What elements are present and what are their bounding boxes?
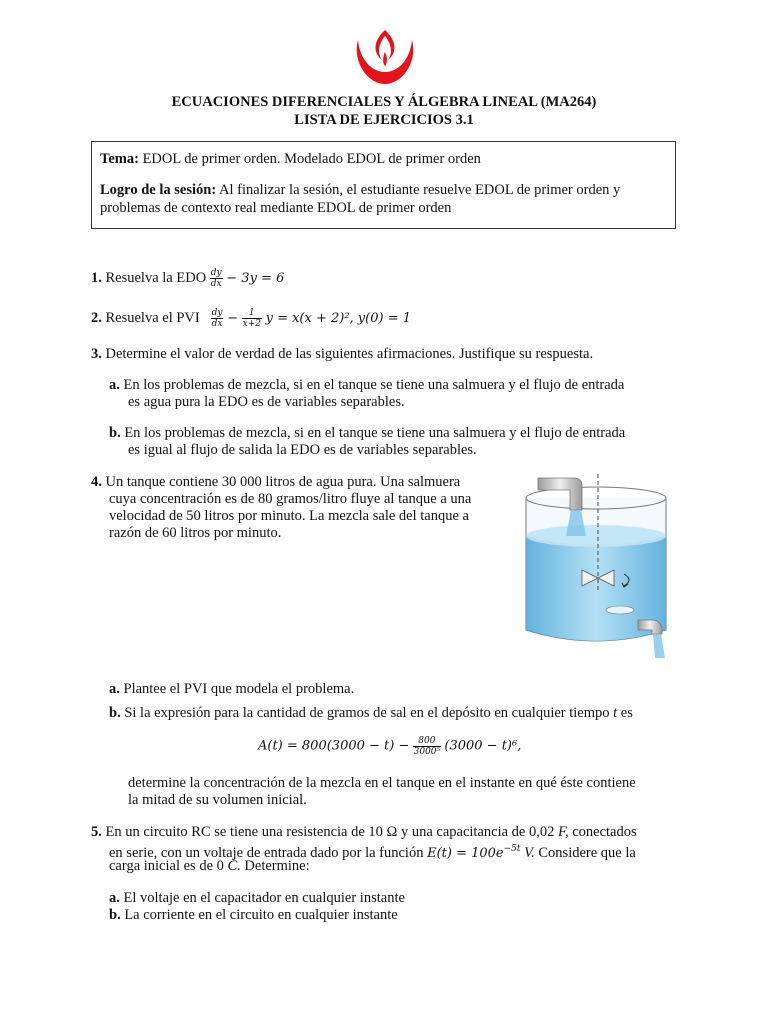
question-4b <box>109 705 633 722</box>
item-label: b. <box>109 705 121 721</box>
question-3b <box>109 425 625 442</box>
equation-right: (3000 − t)⁶, <box>444 738 522 754</box>
mixing-tank-illustration <box>512 470 680 662</box>
question-2 <box>91 308 411 329</box>
question-1 <box>91 268 284 289</box>
question-4-line-3: velocidad de 50 litros por minuto. La mezcla sale del tanque a <box>109 508 469 524</box>
item-label: a. <box>109 377 120 393</box>
tema-label: Tema: <box>100 151 139 167</box>
item-label: a. <box>109 890 120 906</box>
university-logo-icon <box>352 26 418 88</box>
question-text-end: conectados <box>572 824 637 840</box>
question-text: Resuelva el PVI <box>105 309 200 326</box>
item-text: Plantee el PVI que modela el problema. <box>123 681 355 697</box>
equation: y = x(x + 2)², y(0) = 1 <box>265 310 411 326</box>
item-label: b. <box>109 425 121 441</box>
question-number: 2. <box>91 309 102 326</box>
question-3a-line-2: es agua pura la EDO es de variables separables. <box>128 394 405 410</box>
question-4-line-4: razón de 60 litros por minuto. <box>109 525 282 541</box>
question-text: Un tanque contiene 30 000 litros de agua pura. Una salmuera <box>105 474 461 490</box>
item-text: La corriente en el circuito en cualquier instante <box>124 907 398 923</box>
minus-sign: − <box>227 310 238 326</box>
logro-label: Logro de la sesión: <box>100 182 217 198</box>
item-text: El voltaje en el capacitador en cualquier instante <box>123 890 405 906</box>
question-5 <box>91 824 637 841</box>
document-subtitle: LISTA DE EJERCICIOS 3.1 <box>294 112 474 128</box>
question-text: carga inicial es de 0 <box>109 858 224 874</box>
item-text-end: es <box>620 705 633 721</box>
question-text: en serie, con un voltaje de entrada dado por la función <box>109 844 424 861</box>
item-text: En los problemas de mezcla, si en el tanque se tiene una salmuera y el flujo de entrada <box>123 377 625 393</box>
item-text: En los problemas de mezcla, si en el tanque se tiene una salmuera y el flujo de entrada <box>124 425 626 441</box>
amount-equation <box>258 736 521 757</box>
logro-line-2: problemas de contexto real mediante EDOL de primer orden <box>100 200 452 216</box>
item-label: b. <box>109 907 121 923</box>
voltage-function: E(t) = 100e <box>427 845 504 861</box>
question-number: 1. <box>91 269 102 286</box>
question-4-line-2: cuya concentración es de 80 gramos/litro fluye al tanque a una <box>109 491 472 507</box>
tema-line <box>100 150 670 168</box>
question-text: Determine el valor de verdad de las siguientes afirmaciones. Justifique su respuesta. <box>105 346 594 362</box>
question-3b-line-2: es igual al flujo de salida la EDO es de variables separables. <box>128 442 477 458</box>
question-4 <box>91 474 460 491</box>
variable-t: t <box>613 705 618 721</box>
question-4b-line-2: determine la concentración de la mezcla en el tanque en el instante en qué éste contiene <box>128 775 636 791</box>
logro-line <box>100 181 670 199</box>
question-3a <box>109 377 624 394</box>
session-info-box <box>91 141 676 229</box>
question-text-end: Considere que la <box>538 844 636 861</box>
coefficient-fraction: $\frac{1}{x+2}$ <box>242 308 261 329</box>
item-text: Si la expresión para la cantidad de gramos de sal en el depósito en cualquier tiempo <box>124 705 610 721</box>
question-number: 5. <box>91 824 102 840</box>
question-text: Resuelva la EDO <box>105 269 207 286</box>
question-5a <box>109 890 405 907</box>
item-label: a. <box>109 681 120 697</box>
document-title: ECUACIONES DIFERENCIALES Y ÁLGEBRA LINEAL (MA264) <box>171 94 597 110</box>
equation: − 3y = 6 <box>226 270 285 286</box>
question-4a <box>109 681 354 698</box>
equation-left: A(t) = 800(3000 − t) − <box>258 738 410 754</box>
derivative-fraction: $\frac{dy}{dx}$ <box>211 308 223 329</box>
equation-fraction: $\frac{800}{\text{3000⁵}}$ <box>413 736 441 757</box>
unit-coulomb: C. <box>227 858 241 874</box>
question-text-end: Determine: <box>244 858 310 874</box>
tema-text: EDOL de primer orden. Modelado EDOL de primer orden <box>142 151 481 167</box>
question-number: 4. <box>91 474 102 490</box>
voltage-exponent: −5t <box>503 844 521 854</box>
question-5b <box>109 907 398 924</box>
logro-text: Al finalizar la sesión, el estudiante resuelve EDOL de primer orden y <box>218 182 621 198</box>
unit-farad: F, <box>557 824 569 840</box>
question-5-line-3 <box>109 858 310 875</box>
question-number: 3. <box>91 346 102 362</box>
question-text: En un circuito RC se tiene una resistencia de 10 Ω y una capacitancia de 0,02 <box>105 824 555 840</box>
question-3 <box>91 346 593 363</box>
unit-volt: V. <box>524 844 535 861</box>
question-4b-line-3: la mitad de su volumen inicial. <box>128 792 307 808</box>
derivative-fraction: $\frac{dy}{dx}$ <box>210 268 222 289</box>
